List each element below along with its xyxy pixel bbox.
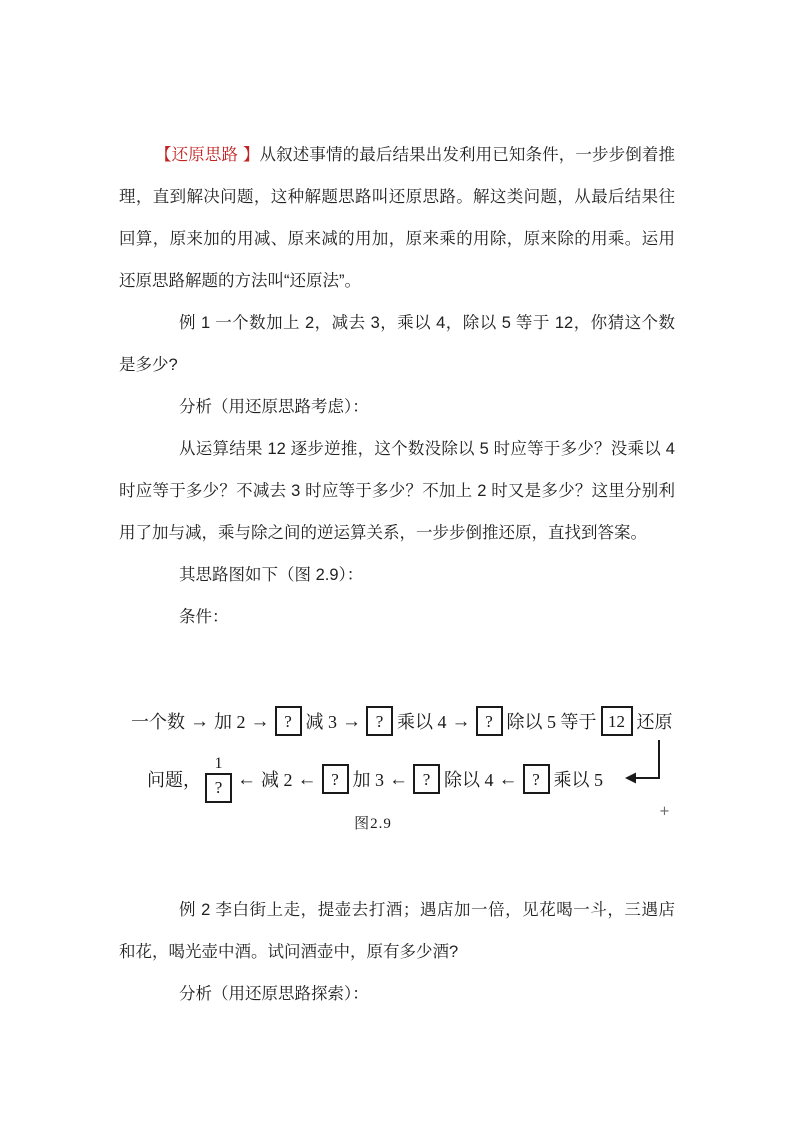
fraction-numerator: 1 (214, 754, 223, 772)
answer-fraction (205, 756, 232, 803)
unknown-box: ? (413, 764, 440, 794)
unknown-box: ? (205, 773, 232, 803)
document-body (119, 134, 675, 1015)
restoration-flow-diagram (131, 702, 675, 833)
right-arrow-icon: → (190, 710, 209, 732)
unknown-box: ? (523, 764, 550, 794)
anchor-mark: + (659, 804, 670, 819)
right-arrow-icon: → (451, 710, 471, 732)
right-arrow-icon: → (342, 710, 361, 732)
result-box: 12 (601, 706, 633, 736)
example2-paragraph: 例 2 李白街上走，提壶去打酒；遇店加一倍，见花喝一斗，三遇店和花，喝光壶中酒。试问酒壶中，原有多少酒? (119, 901, 675, 961)
figure-caption: 图2.9 (354, 816, 392, 832)
figure-forward-row (131, 702, 675, 740)
figure-start-label: 一个数 (131, 712, 185, 732)
unknown-box: ? (366, 706, 393, 736)
figure-op-label: 加 3 (352, 770, 384, 790)
figure-op-label: 减 3 (305, 712, 337, 732)
figure-op-label: 乘以 5 (553, 770, 603, 790)
analysis2-heading: 分析（用还原思路探索）： (179, 985, 369, 1003)
section-title: 【还原思路 】 (155, 146, 260, 164)
condition-label: 条件： (179, 608, 229, 626)
intro-paragraph (119, 134, 675, 302)
intro-text: 从叙述事情的最后结果出发利用已知条件，一步步倒着推理，直到解决问题，这种解题思路叫还原思路。解这类问题，从最后结果往回算，原来加的用减、原来减的用加，原来乘的用除，原来除的用乘。运用还原思路解题的方法叫“还原法”。 (119, 146, 675, 290)
figure-op-label: 乘以 4 (397, 712, 447, 732)
analysis1-heading: 分析（用还原思路考虑）： (179, 398, 369, 416)
example1-paragraph: 例 1 一个数加上 2，减去 3，乘以 4，除以 5 等于 12，你猜这个数是多少? (119, 314, 675, 374)
figure-end-label: 还原 (636, 712, 673, 732)
figure-op-label: 加 2 (214, 712, 246, 732)
unknown-box: ? (275, 706, 302, 736)
reasoning1-paragraph: 从运算结果 12 逐步逆推，这个数没除以 5 时应等于多少？没乘以 4 时应等于多少？不减去 3 时应等于多少？不加上 2 时又是多少？这里分别利用了加与减，乘与除之间的逆运算关系，一步步倒推还原，直找到答案。 (119, 440, 675, 542)
left-arrow-icon: ← (297, 768, 317, 790)
figure-op-label: 除以 4 (444, 770, 494, 790)
unknown-box: ? (322, 764, 349, 794)
left-arrow-icon: ← (389, 768, 408, 790)
return-arrow-icon (623, 740, 667, 784)
unknown-box: ? (476, 706, 503, 736)
figure-backward-row (147, 752, 675, 806)
right-arrow-icon: → (250, 710, 270, 732)
left-arrow-icon: ← (237, 768, 256, 790)
figure-op-label: 除以 5 等于 (506, 712, 597, 732)
left-arrow-icon: ← (498, 768, 518, 790)
figure-intro-line: 其思路图如下（图 2.9）： (179, 566, 364, 584)
figure-op-label: 减 2 (261, 770, 293, 790)
figure-start-label: 问题， (147, 770, 201, 790)
